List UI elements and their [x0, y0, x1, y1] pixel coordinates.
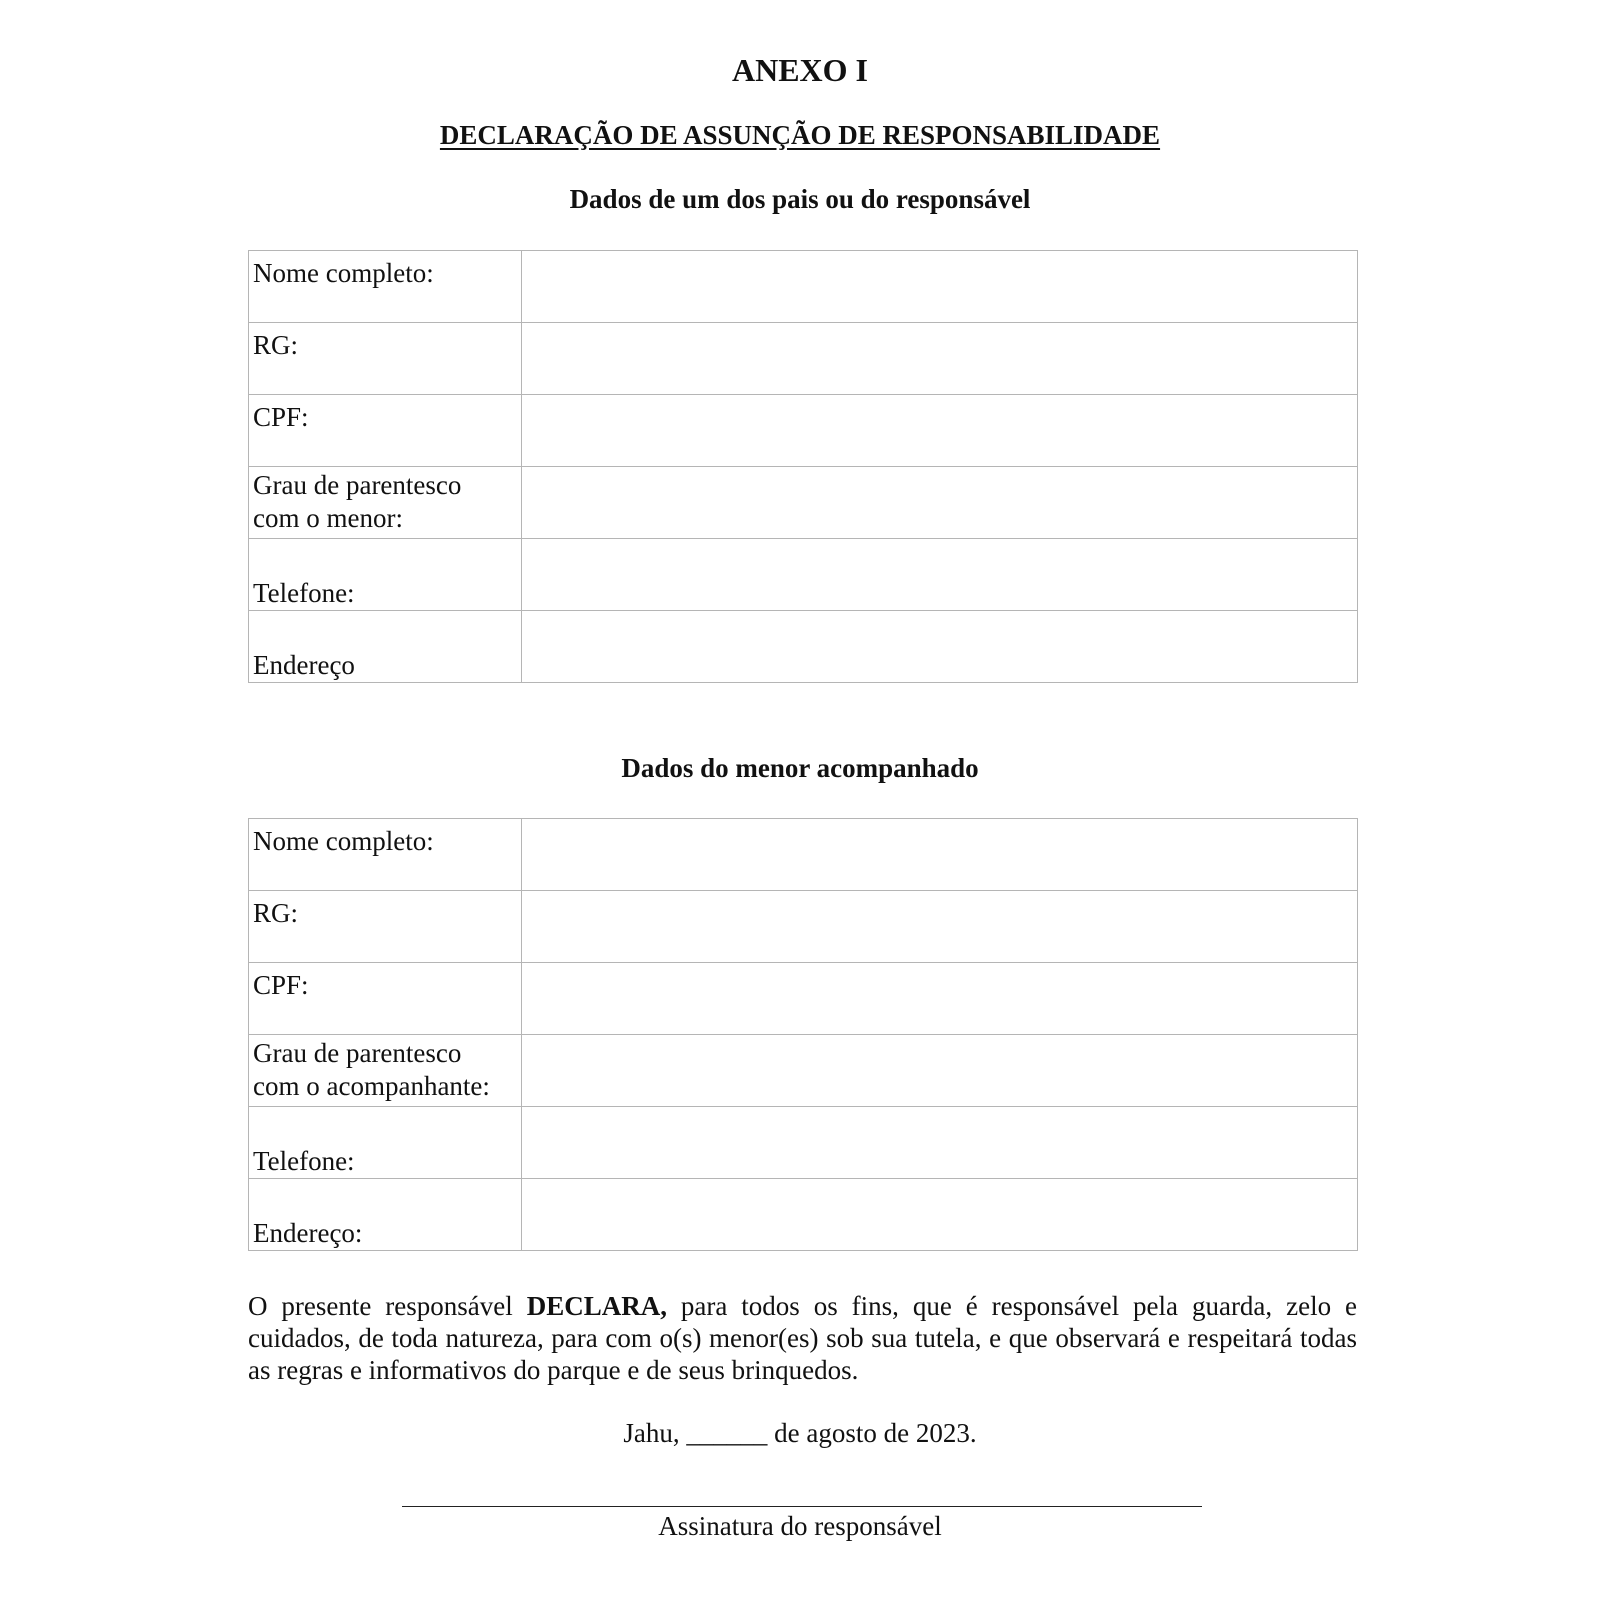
minor-data-table — [248, 818, 1358, 1251]
guardian-cpf-label: CPF: — [249, 395, 522, 467]
declaration-prefix: O presente responsável — [248, 1291, 527, 1321]
table-row — [249, 963, 1358, 1035]
guardian-section-heading: Dados de um dos pais ou do responsável — [569, 184, 1031, 214]
table-row — [249, 467, 1358, 539]
table-row — [249, 1179, 1358, 1251]
minor-name-label: Nome completo: — [249, 819, 522, 891]
table-row — [249, 395, 1358, 467]
guardian-relationship-label-line2: com o menor: — [253, 503, 403, 533]
guardian-relationship-label-line1: Grau de parentesco — [253, 470, 462, 500]
guardian-address-label: Endereço — [249, 611, 522, 683]
minor-relationship-field[interactable] — [522, 1035, 1358, 1107]
minor-phone-field[interactable] — [522, 1107, 1358, 1179]
guardian-data-table — [248, 250, 1358, 683]
minor-cpf-label: CPF: — [249, 963, 522, 1035]
signature-label: Assinatura do responsável — [658, 1511, 942, 1541]
guardian-cpf-field[interactable] — [522, 395, 1358, 467]
signature-line — [402, 1506, 1202, 1507]
minor-cpf-field[interactable] — [522, 963, 1358, 1035]
table-row — [249, 891, 1358, 963]
guardian-phone-label: Telefone: — [249, 539, 522, 611]
minor-relationship-label-line1: Grau de parentesco — [253, 1038, 462, 1068]
minor-address-field[interactable] — [522, 1179, 1358, 1251]
table-row — [249, 819, 1358, 891]
guardian-relationship-field[interactable] — [522, 467, 1358, 539]
document-title: DECLARAÇÃO DE ASSUNÇÃO DE RESPONSABILIDADE — [439, 120, 1161, 150]
declaration-paragraph — [248, 1290, 1357, 1386]
minor-relationship-label-line2: com o acompanhante: — [253, 1071, 490, 1101]
date-line: Jahu, ______ de agosto de 2023. — [623, 1418, 977, 1448]
guardian-relationship-label — [249, 467, 522, 539]
minor-section-heading: Dados do menor acompanhado — [621, 753, 979, 783]
declaration-bold: DECLARA, — [526, 1291, 667, 1321]
guardian-phone-field[interactable] — [522, 539, 1358, 611]
table-row — [249, 539, 1358, 611]
table-row — [249, 611, 1358, 683]
minor-name-field[interactable] — [522, 819, 1358, 891]
guardian-rg-label: RG: — [249, 323, 522, 395]
table-row — [249, 1107, 1358, 1179]
minor-rg-label: RG: — [249, 891, 522, 963]
guardian-address-field[interactable] — [522, 611, 1358, 683]
document-title-wrapper — [0, 120, 1600, 151]
minor-phone-label: Telefone: — [249, 1107, 522, 1179]
table-row — [249, 251, 1358, 323]
minor-address-label: Endereço: — [249, 1179, 522, 1251]
minor-relationship-label — [249, 1035, 522, 1107]
guardian-name-label: Nome completo: — [249, 251, 522, 323]
minor-rg-field[interactable] — [522, 891, 1358, 963]
declaration-body: para todos os fins, que é responsável pela guarda, zelo e cuidados, de toda natureza, para com o(s) menor(es) sob sua tutela, e que observará e respeitará todas as regras e informativos do parque e de seus brinquedos. — [248, 1291, 1357, 1385]
table-row — [249, 1035, 1358, 1107]
guardian-name-field[interactable] — [522, 251, 1358, 323]
table-row — [249, 323, 1358, 395]
annex-title: ANEXO I — [731, 52, 868, 88]
guardian-rg-field[interactable] — [522, 323, 1358, 395]
